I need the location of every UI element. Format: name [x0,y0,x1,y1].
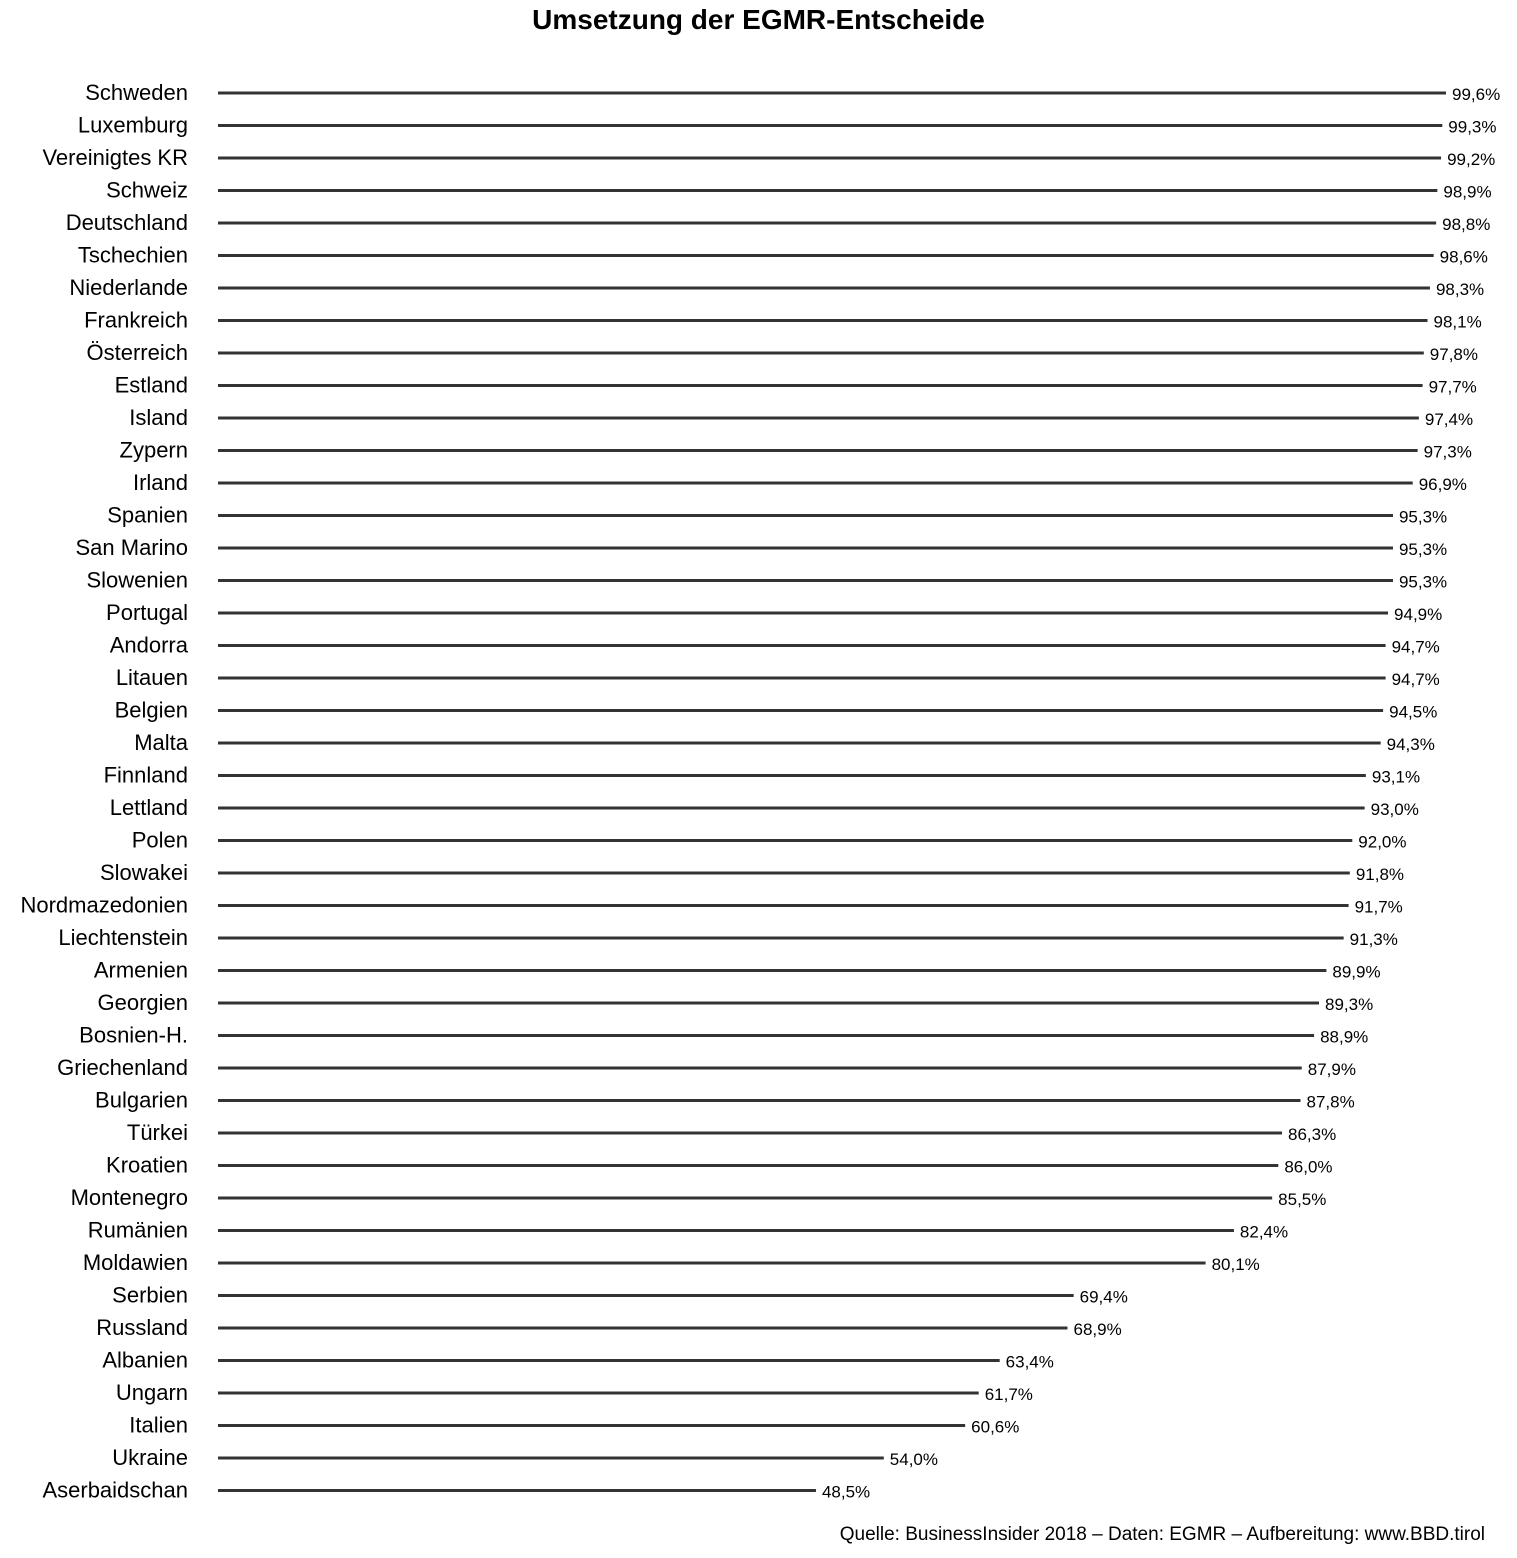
value-label: 63,4% [1005,1352,1054,1372]
value-label: 91,3% [1349,930,1398,949]
value-label: 97,7% [1428,377,1477,397]
category-label: Österreich [86,340,188,365]
category-label: Luxemburg [77,112,188,138]
value-label: 98,1% [1433,312,1482,332]
value-label: 99,2% [1447,150,1496,169]
value-label: 91,8% [1355,865,1405,884]
value-label: 98,3% [1435,280,1485,299]
category-label: Türkei [126,1120,188,1145]
category-label: Moldawien [82,1250,188,1275]
category-label: Armenien [93,957,188,983]
value-label: 82,4% [1239,1222,1289,1242]
value-label: 98,6% [1439,247,1488,267]
value-label: 93,1% [1371,767,1421,787]
category-label: Italien [129,1412,188,1438]
category-label: Aserbaidschan [42,1477,188,1503]
value-label: 89,9% [1332,962,1381,982]
value-label: 92,0% [1358,832,1407,852]
value-label: 99,6% [1452,85,1501,104]
value-label: 91,7% [1354,897,1403,917]
category-label: Schweden [85,80,188,105]
category-label: Schweiz [106,177,188,203]
category-label: Vereinigtes KR [42,145,188,170]
value-label: 93,0% [1370,800,1419,819]
value-label: 61,7% [984,1385,1033,1404]
category-label: Spanien [107,502,188,528]
value-label: 96,9% [1418,475,1467,494]
category-label: Frankreich [84,307,188,333]
category-label: Finnland [103,762,188,788]
chart-title: Umsetzung der EGMR-Entscheide [532,4,985,35]
category-label: Georgien [97,990,188,1015]
value-label: 87,8% [1306,1092,1355,1112]
category-label: Malta [134,730,188,755]
category-label: Ukraine [112,1445,188,1470]
category-label: Serbien [112,1282,188,1308]
category-label: Montenegro [70,1185,188,1210]
value-label: 89,3% [1325,995,1374,1014]
category-label: Deutschland [65,210,188,235]
value-label: 94,7% [1391,637,1440,657]
category-label: Nordmazedonien [20,892,188,918]
category-label: Bulgarien [95,1087,188,1113]
category-label: Slowenien [86,567,188,593]
value-label: 87,9% [1307,1060,1356,1079]
value-label: 54,0% [889,1450,938,1469]
value-label: 48,5% [821,1482,871,1502]
value-label: 97,4% [1424,410,1474,429]
value-label: 95,3% [1398,540,1448,559]
value-label: 97,3% [1423,442,1472,462]
category-label: Belgien [114,697,188,723]
category-label: Tschechien [77,242,188,268]
value-label: 98,8% [1442,215,1491,234]
category-label: San Marino [75,535,188,560]
category-label: Andorra [109,632,188,658]
category-label: Irland [132,470,188,495]
value-label: 86,3% [1288,1125,1337,1144]
value-label: 69,4% [1079,1287,1128,1307]
category-label: Portugal [106,600,188,625]
category-label: Litauen [115,665,188,690]
value-label: 85,5% [1278,1190,1327,1209]
value-label: 94,7% [1391,670,1440,689]
category-label: Ungarn [115,1380,188,1405]
value-label: 68,9% [1073,1320,1122,1339]
value-label: 99,3% [1448,117,1497,137]
category-label: Polen [131,827,188,853]
value-label: 88,9% [1320,1027,1369,1047]
value-label: 98,9% [1443,182,1492,202]
chart-source: Quelle: BusinessInsider 2018 – Daten: EGMR – Aufbereitung: www.BBD.tirol [839,1524,1485,1545]
category-label: Kroatien [106,1152,188,1178]
category-label: Russland [96,1315,188,1340]
category-label: Rumänien [87,1217,188,1243]
category-label: Zypern [119,437,188,463]
value-label: 94,9% [1394,605,1443,624]
value-label: 86,0% [1284,1157,1333,1177]
value-label: 95,3% [1398,572,1448,592]
value-label: 80,1% [1211,1255,1260,1274]
category-label: Estland [114,372,188,398]
value-label: 60,6% [971,1417,1020,1437]
category-label: Island [129,405,188,430]
category-label: Liechtenstein [58,925,188,950]
category-label: Slowakei [99,860,188,885]
category-label: Albanien [102,1347,188,1373]
category-label: Griechenland [57,1055,188,1080]
value-label: 95,3% [1398,507,1448,527]
category-label: Bosnien-H. [79,1022,188,1048]
value-label: 94,3% [1386,735,1435,754]
category-label: Lettland [109,795,188,820]
value-label: 94,5% [1389,702,1438,722]
value-label: 97,8% [1429,345,1479,364]
category-label: Niederlande [69,275,188,300]
